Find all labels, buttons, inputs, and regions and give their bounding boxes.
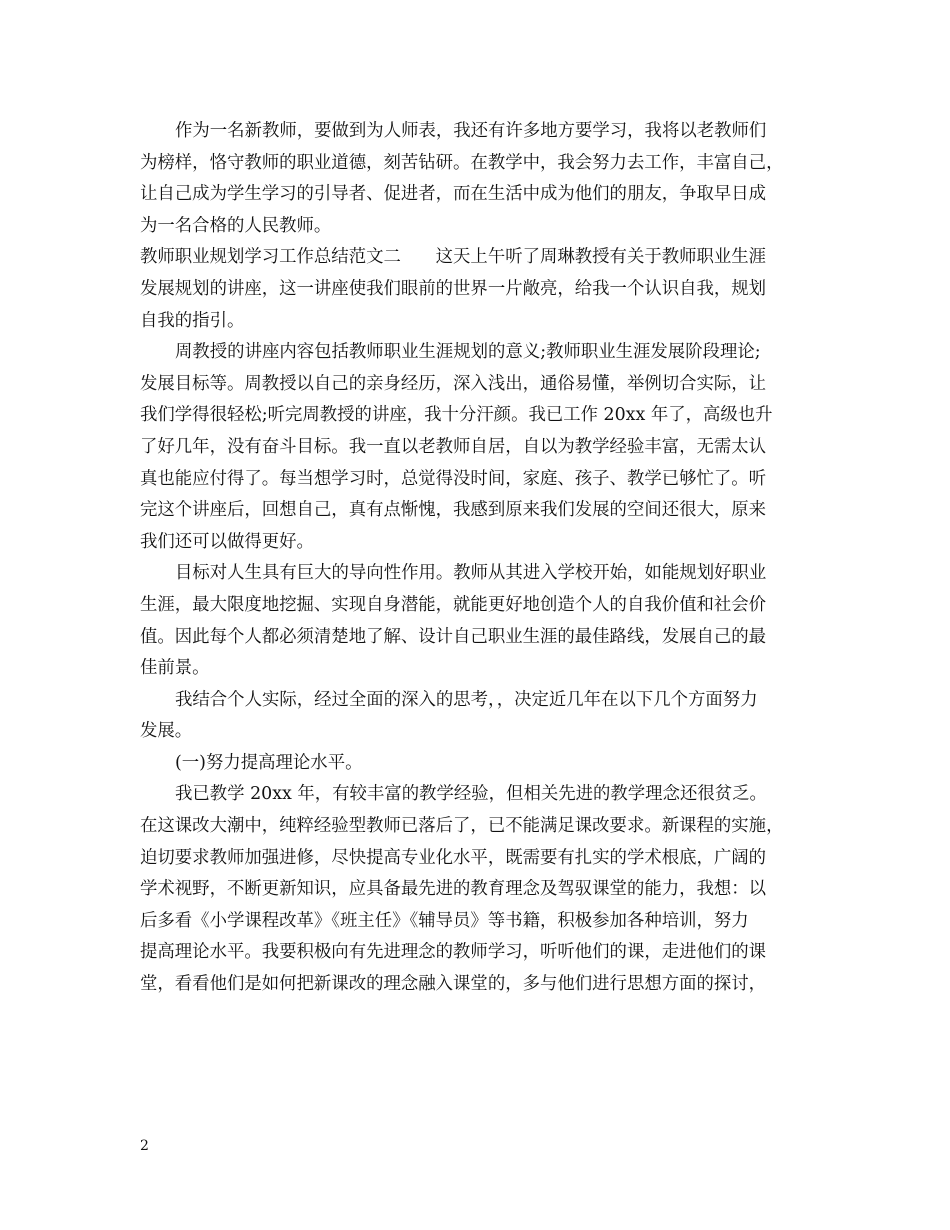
text-line: 完这个讲座后，回想自己，真有点惭愧，我感到原来我们发展的空间还很大，原来 bbox=[140, 500, 767, 521]
text-line: 值。因此每个人都必须清楚地了解、设计自己职业生涯的最佳路线，发展自己的最 bbox=[140, 626, 767, 647]
section-heading-line: 教师职业规划学习工作总结范文二 这天上午听了周琳教授有关于教师职业生涯 bbox=[140, 247, 767, 268]
text-line: 为一名合格的人民教师。 bbox=[140, 215, 332, 236]
text-line: 我结合个人实际，经过全面的深入的思考，，决定近几年在以下几个方面努力 bbox=[175, 689, 758, 710]
text-line: 我已教学 20xx 年，有较丰富的教学经验，但相关先进的教学理念还很贫乏。 bbox=[175, 784, 767, 805]
text-line: 真也能应付得了。每当想学习时，总觉得没时间，家庭、孩子、教学已够忙了。听 bbox=[140, 468, 767, 489]
text-line: 学术视野，不断更新知识，应具备最先进的教育理念及驾驭课堂的能力，我想：以 bbox=[140, 879, 767, 900]
text-line: 让自己成为学生学习的引导者、促进者，而在生活中成为他们的朋友，争取早日成 bbox=[140, 184, 767, 205]
text-line: 了好几年，没有奋斗目标。我一直以老教师自居，自以为教学经验丰富，无需太认 bbox=[140, 436, 767, 457]
text-line: 提高理论水平。我要积极向有先进理念的教师学习，听听他们的课，走进他们的课 bbox=[140, 942, 767, 963]
text-line: 为榜样，恪守教师的职业道德，刻苦钻研。在教学中，我会努力去工作，丰富自己， bbox=[140, 152, 784, 173]
text-line: 生涯，最大限度地挖掘、实现自身潜能，就能更好地创造个人的自我价值和社会价 bbox=[140, 594, 767, 615]
text-line: 后多看《小学课程改革》《班主任》《辅导员》等书籍，积极参加各种培训，努力 bbox=[140, 910, 749, 931]
text-line: 佳前景。 bbox=[140, 658, 210, 679]
text-line: 周教授的讲座内容包括教师职业生涯规划的意义;教师职业生涯发展阶段理论; bbox=[175, 342, 761, 363]
text-line: 我们还可以做得更好。 bbox=[140, 531, 314, 552]
subheading-line: (一)努力提高理论水平。 bbox=[175, 752, 363, 773]
text-line: 目标对人生具有巨大的导向性作用。教师从其进入学校开始，如能规划好职业 bbox=[175, 563, 767, 584]
page-number: 2 bbox=[140, 1138, 149, 1154]
text-line: 发展。 bbox=[140, 721, 193, 742]
text-line: 自我的指引。 bbox=[140, 310, 245, 331]
text-line: 我们学得很轻松;听完周教授的讲座，我十分汗颜。我已工作 20xx 年了，高级也升 bbox=[140, 405, 773, 426]
document-body bbox=[140, 116, 812, 1001]
text-line: 堂，看看他们是如何把新课改的理念融入课堂的，多与他们进行思想方面的探讨， bbox=[140, 974, 767, 995]
text-line: 迫切要求教师加强进修，尽快提高专业化水平，既需要有扎实的学术根底，广阔的 bbox=[140, 847, 767, 868]
text-line: 在这课改大潮中，纯粹经验型教师已落后了，已不能满足课改要求。新课程的实施， bbox=[140, 816, 784, 837]
text-line: 发展规划的讲座，这一讲座使我们眼前的世界一片敞亮，给我一个认识自我，规划 bbox=[140, 278, 767, 299]
text-line: 作为一名新教师，要做到为人师表，我还有许多地方要学习，我将以老教师们 bbox=[175, 121, 767, 141]
text-line: 发展目标等。周教授以自己的亲身经历，深入浅出，通俗易懂，举例切合实际，让 bbox=[140, 373, 767, 394]
